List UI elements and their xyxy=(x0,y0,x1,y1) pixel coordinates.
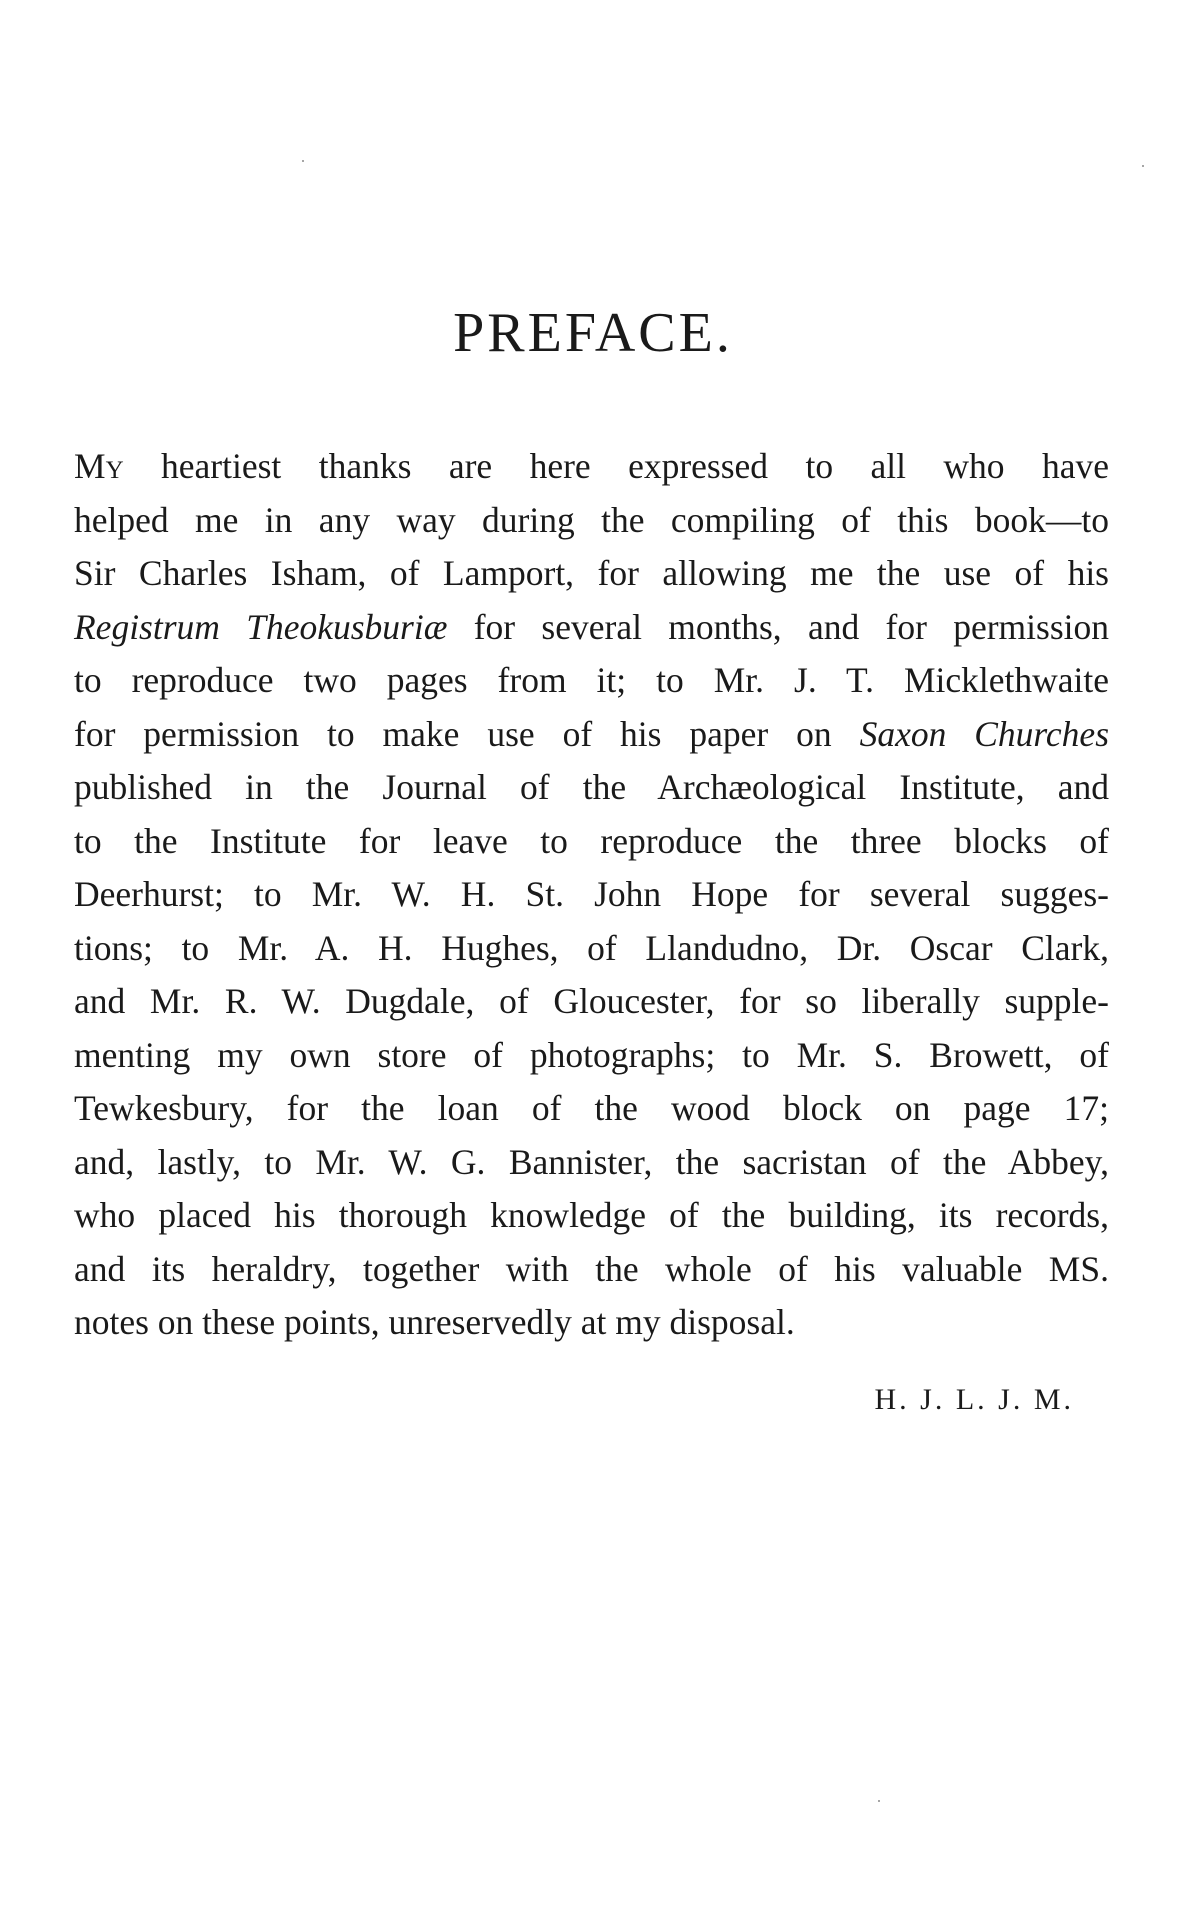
paragraph-line: and Mr. R. W. Dugdale, of Gloucester, for so liberally supple- xyxy=(74,981,1109,1021)
page-title: PREFACE. xyxy=(453,302,733,364)
paper-speck xyxy=(302,160,304,162)
paragraph-line: and its heraldry, together with the whole of his valuable MS. xyxy=(74,1248,1109,1289)
paragraph-line: tions; to Mr. A. H. Hughes, of Llandudno, Dr. Oscar Clark, xyxy=(74,927,1109,968)
italic-title: Saxon Churches xyxy=(859,713,1110,754)
italic-title: Registrum Theokusburiæ xyxy=(74,606,448,647)
paragraph-line: My heartiest thanks are here expressed to all who have xyxy=(74,446,1109,486)
paragraph-line: and, lastly, to Mr. W. G. Bannister, the sacristan of the Abbey, xyxy=(74,1141,1109,1182)
paragraph-line: to the Institute for leave to reproduce the three blocks of xyxy=(74,820,1109,861)
paper-speck xyxy=(1142,165,1144,167)
paragraph-line: notes on these points, unreservedly at my disposal. xyxy=(74,1302,795,1342)
paragraph-line: helped me in any way during the compiling of this book—to xyxy=(74,499,1109,540)
paragraph-line: to reproduce two pages from it; to Mr. J. T. Micklethwaite xyxy=(74,660,1109,700)
paragraph-line: Sir Charles Isham, of Lamport, for allowing me the use of his xyxy=(74,553,1109,593)
paragraph-line: Deerhurst; to Mr. W. H. St. John Hope for several sugges- xyxy=(74,874,1109,914)
preface-paragraph xyxy=(74,440,1109,1350)
author-initials: H. J. L. J. M. xyxy=(874,1383,1074,1416)
paragraph-line: who placed his thorough knowledge of the building, its records, xyxy=(74,1195,1109,1235)
opening-word: My xyxy=(74,446,124,486)
paragraph-line: for permission to make use of his paper on Saxon Churches xyxy=(74,713,1110,754)
paragraph-line: Registrum Theokusburiæ for several months, and for permission xyxy=(74,606,1109,647)
paper-speck xyxy=(878,1800,880,1802)
paragraph-line: published in the Journal of the Archæological Institute, and xyxy=(74,767,1109,807)
paragraph-line: Tewkesbury, for the loan of the wood block on page 17; xyxy=(74,1088,1109,1128)
paragraph-line: menting my own store of photographs; to Mr. S. Browett, of xyxy=(74,1034,1109,1075)
